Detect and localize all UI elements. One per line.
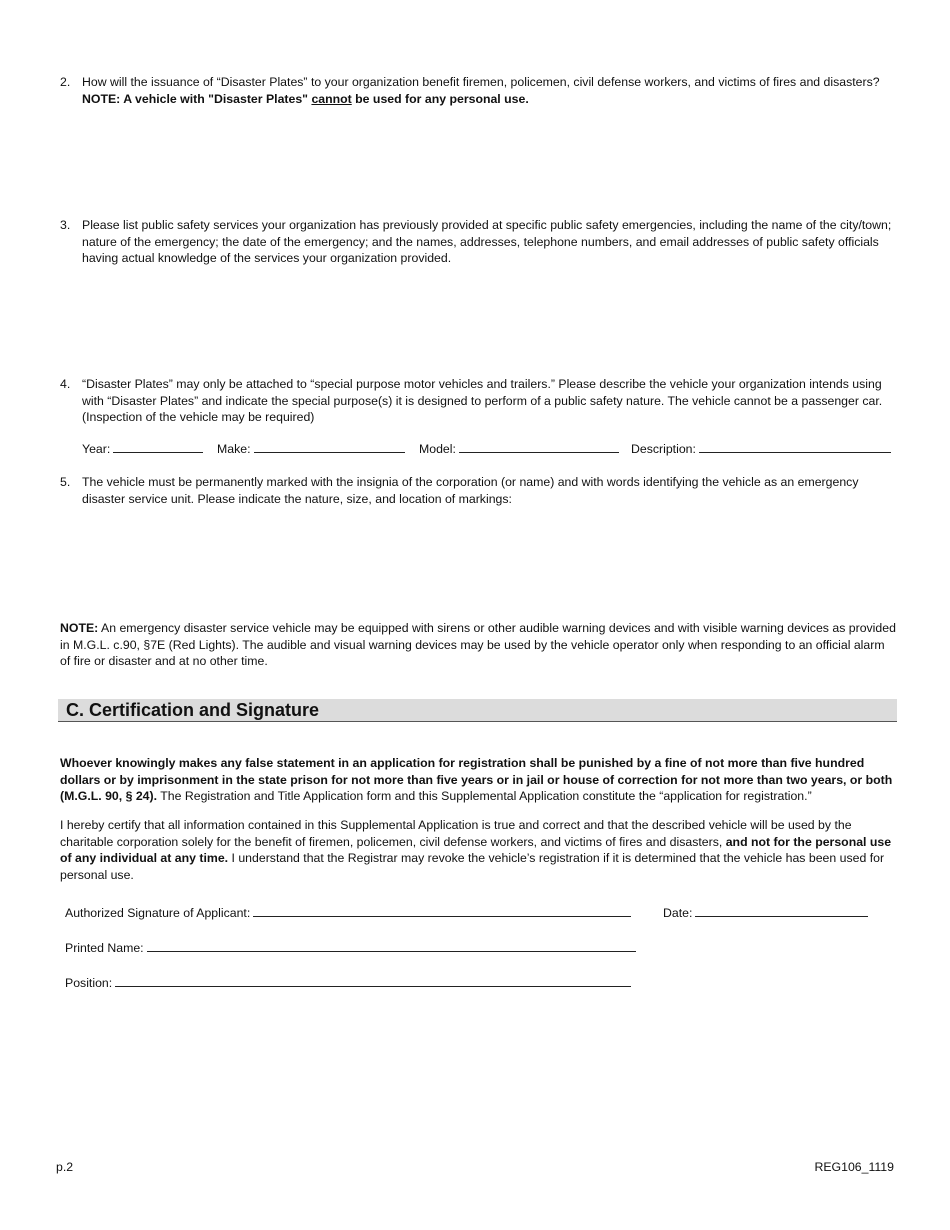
make-label: Make:	[217, 442, 251, 456]
note-cannot: cannot	[311, 91, 352, 106]
position-field[interactable]	[65, 973, 631, 992]
question-4-text: “Disaster Plates” may only be attached to “special purpose motor vehicles and trailers.” Please describe the vehicle your organization intends using with “Disaster Plates” and indicate the special purpose(s) it is designed to perform of a public safety nature. The vehicle cannot be a passenger car. (Inspection of the vehicle may be required)	[82, 377, 883, 424]
position-label: Position:	[65, 976, 113, 990]
year-field[interactable]	[82, 439, 203, 458]
question-3-text: Please list public safety services your organization has previously provided at specific public safety emergencies, including the name of the city/town; nature of the emergency; the date of the emergency; and the names, addresses, telephone numbers, and email addresses of public safety officials having actual knowledge of the services your organization provided.	[82, 218, 892, 265]
question-2	[60, 74, 898, 107]
year-line[interactable]	[113, 439, 203, 453]
date-line[interactable]	[695, 903, 868, 917]
certify-pre: I hereby certify that all information contained in this Supplemental Application is true and correct and that the described vehicle will be used by the charitable corporation solely for the benefit of firemen, policemen, civil defense workers, and victims of fires and disasters,	[60, 818, 852, 849]
signature-label: Authorized Signature of Applicant:	[65, 906, 251, 920]
answer-area-3[interactable]	[82, 270, 894, 370]
note-post: be used for any personal use.	[351, 91, 529, 106]
question-3	[60, 217, 898, 267]
answer-area-2[interactable]	[82, 110, 894, 205]
model-field[interactable]	[419, 439, 619, 458]
description-line[interactable]	[699, 439, 891, 453]
model-label: Model:	[419, 442, 456, 456]
vehicle-fields-row	[82, 439, 894, 457]
position-line[interactable]	[115, 973, 631, 987]
page-number: p.2	[56, 1160, 74, 1174]
certification-paragraph	[60, 817, 898, 883]
signature-line[interactable]	[253, 903, 631, 917]
make-field[interactable]	[217, 439, 405, 458]
date-label: Date:	[663, 906, 693, 920]
description-field[interactable]	[631, 439, 891, 458]
question-5-text: The vehicle must be permanently marked with the insignia of the corporation (or name) and with words identifying the vehicle as an emergency disaster service unit. Please indicate the nature, size, and location of markings:	[82, 475, 859, 506]
signature-field[interactable]	[65, 903, 631, 922]
year-label: Year:	[82, 442, 111, 456]
model-line[interactable]	[459, 439, 619, 453]
red-lights-note	[60, 620, 898, 670]
question-2-number: 2.	[60, 75, 71, 89]
printed-name-field[interactable]	[65, 938, 636, 957]
make-line[interactable]	[254, 439, 405, 453]
printed-name-line[interactable]	[147, 938, 636, 952]
question-5-number: 5.	[60, 475, 71, 489]
section-c-title: C. Certification and Signature	[66, 700, 320, 720]
printed-name-label: Printed Name:	[65, 941, 144, 955]
form-id: REG106_1119	[814, 1160, 894, 1174]
question-4-number: 4.	[60, 377, 71, 391]
penalty-bold: Whoever knowingly makes any false statement in an application for registration shall be punished by a fine of not more than five hundred dollars or by imprisonment in the state prison for not more than five years or in jail or house of correction for not more than two years, or both (M.G.L. 90, § 24).	[60, 756, 893, 803]
answer-area-5[interactable]	[82, 512, 894, 607]
question-3-number: 3.	[60, 218, 71, 232]
certify-post: I understand that the Registrar may revoke the vehicle’s registration if it is determined that the vehicle has been used for personal use.	[60, 851, 885, 882]
note-text: An emergency disaster service vehicle may be equipped with sirens or other audible warning devices and with visible warning devices as provided in M.G.L. c.90, §7E (Red Lights). The audible and visual warning devices may be used by the vehicle operator only when responding to an official alarm of fire or disaster and at no other time.	[60, 621, 896, 668]
note-label: NOTE:	[60, 621, 99, 635]
date-field[interactable]	[663, 903, 868, 922]
penalty-rest: The Registration and Title Application form and this Supplemental Application constitute the “application for registration.”	[157, 789, 812, 803]
question-5	[60, 474, 898, 507]
section-c-header	[58, 699, 897, 722]
penalty-paragraph	[60, 755, 898, 805]
question-2-text: How will the issuance of “Disaster Plates” to your organization benefit firemen, policemen, civil defense workers, and victims of fires and disasters?	[82, 75, 880, 89]
question-4	[60, 376, 898, 426]
certify-bold: and not for the personal use of any individual at any time.	[60, 834, 892, 865]
note-pre: NOTE: A vehicle with "Disaster Plates"	[82, 91, 312, 106]
description-label: Description:	[631, 442, 696, 456]
question-2-note	[82, 91, 898, 108]
